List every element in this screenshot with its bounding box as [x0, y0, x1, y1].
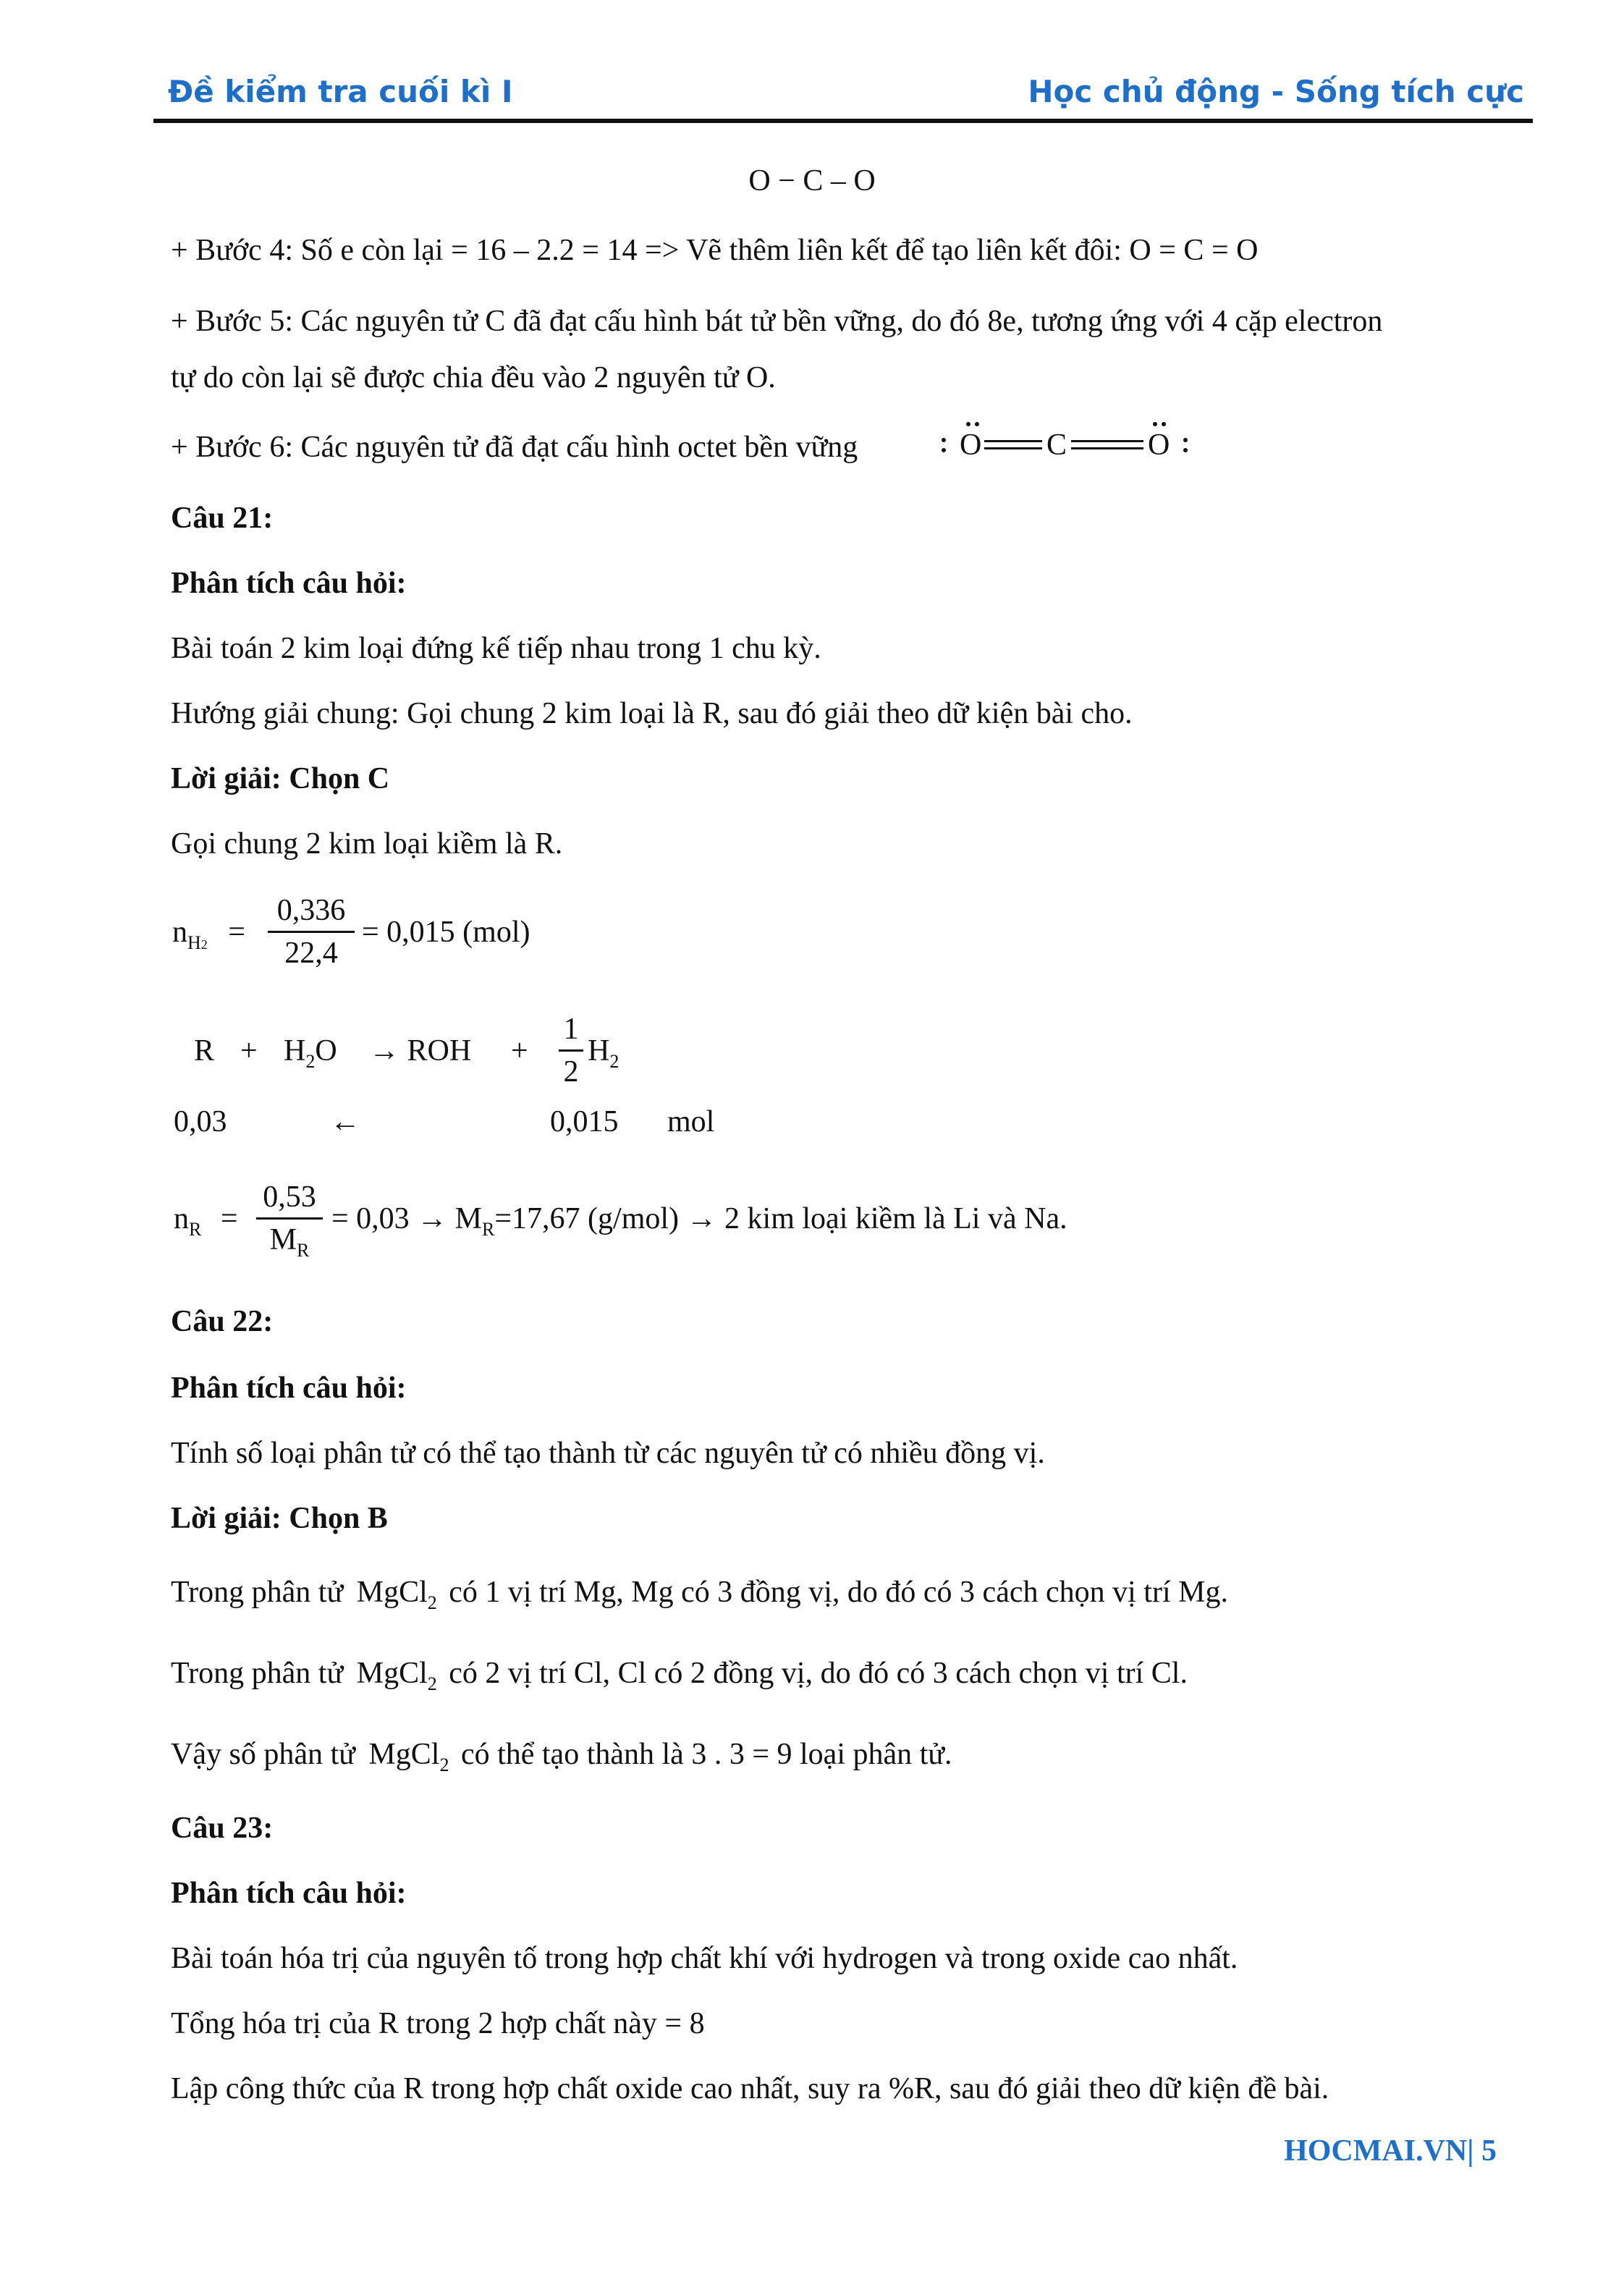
lone-pair-dot [942, 448, 946, 452]
mol-r: 0,03 [174, 1105, 227, 1138]
q23-title: Câu 23: [171, 1812, 274, 1845]
q22-analysis-title: Phân tích câu hỏi: [171, 1372, 407, 1405]
q23-analysis-title: Phân tích câu hỏi: [171, 1877, 407, 1910]
rxn-r: R [194, 1034, 215, 1068]
mol-h2: 0,015 [550, 1105, 619, 1138]
q22-line3: Vậy số phân tử MgCl$_2$ có thể tạo thành là 3 . 3 = 9 loại phân tử. [171, 1738, 952, 1775]
nh2-fraction [268, 893, 355, 971]
rxn-arrow-roh: → ROH [369, 1034, 472, 1068]
nr-numerator: 0,53 [263, 1180, 316, 1214]
rxn-plus1: + [240, 1034, 258, 1068]
lewis-c: C [1046, 428, 1067, 462]
page-footer [1284, 2134, 1497, 2168]
formula-oco: O − C – O [748, 164, 876, 198]
q21-analysis-1: Bài toán 2 kim loại đứng kế tiếp nhau trong 1 chu kỳ. [171, 632, 821, 665]
half-numerator: 1 [563, 1013, 579, 1046]
double-bond-line [1071, 447, 1143, 449]
q23-analysis-2: Tổng hóa trị của R trong 2 hợp chất này = 8 [171, 2007, 705, 2040]
double-bond-line [984, 440, 1042, 442]
page-number: 5 [1481, 2134, 1497, 2168]
nh2-sub2: 2 [200, 937, 208, 952]
header-divider [153, 119, 1533, 123]
lone-pair-dot [1183, 448, 1188, 452]
rxn-half-fraction [559, 1012, 583, 1089]
q22-analysis-1: Tính số loại phân tử có thể tạo thành từ các nguyên tử có nhiều đồng vị. [171, 1437, 1045, 1470]
q23-analysis-1: Bài toán hóa trị của nguyên tố trong hợp chất khí với hydrogen và trong oxide cao nhất. [171, 1942, 1238, 1975]
q22-title: Câu 22: [171, 1305, 274, 1338]
q21-answer-title: Lời giải: Chọn C [171, 762, 390, 795]
header-title: Đề kiểm tra cuối kì I [168, 74, 513, 109]
nr-sub: R [189, 1219, 202, 1240]
fraction-bar [268, 931, 355, 933]
nr-fraction [256, 1180, 323, 1262]
rxn-h2: $H_2$ [588, 1034, 619, 1072]
lone-pair-dot [942, 438, 946, 442]
nh2-sub: H [187, 932, 201, 953]
lone-pair-dot [1162, 422, 1166, 426]
footer-separator: | [1467, 2134, 1474, 2168]
fraction-bar [559, 1049, 583, 1052]
nr-lhs-group: $n_R$ = [174, 1202, 238, 1240]
double-bond-line [1071, 440, 1143, 442]
lone-pair-dot [975, 422, 979, 426]
rxn-h2o: $H_2O$ [284, 1034, 337, 1072]
nh2-lhs: n [172, 916, 187, 949]
nh2-equation: $n_{H2}$ = [172, 916, 245, 953]
nh2-numerator: 0,336 [276, 894, 346, 927]
header-slogan: Học chủ động - Sống tích cực [1028, 74, 1524, 109]
lewis-o-left: O [960, 428, 982, 462]
lone-pair-dot [1153, 422, 1157, 426]
q21-analysis-2: Hướng giải chung: Gọi chung 2 kim loại là R, sau đó giải theo dữ kiện bài cho. [171, 697, 1133, 730]
lewis-o-right: O [1148, 428, 1170, 462]
page-header [153, 67, 1528, 119]
q21-analysis-title: Phân tích câu hỏi: [171, 567, 407, 600]
nr-denominator: $M_R$ [269, 1223, 310, 1261]
nh2-denominator: 22,4 [284, 937, 338, 970]
lewis-structure-co2 [938, 418, 1193, 462]
mol-arrow: ← [330, 1105, 360, 1138]
half-denominator: 2 [563, 1055, 579, 1089]
mol-unit: mol [667, 1105, 715, 1138]
step5-text-line1: + Bước 5: Các nguyên tử C đã đạt cấu hình bát tử bền vững, do đó 8e, tương ứng với 4 cặp electron [171, 305, 1383, 338]
nh2-rhs: = 0,015 (mol) [362, 916, 530, 949]
q21-line1: Gọi chung 2 kim loại kiềm là R. [171, 827, 563, 861]
double-bond-line [984, 447, 1042, 449]
q22-answer-title: Lời giải: Chọn B [171, 1502, 388, 1535]
step6-text: + Bước 6: Các nguyên tử đã đạt cấu hình octet bền vững [171, 431, 858, 464]
nr-rhs: = $0,03 \to M_R=17,67$ (g/mol) → 2 kim loại kiềm là Li và Na. [331, 1202, 1067, 1240]
fraction-bar [256, 1217, 323, 1220]
q21-title: Câu 21: [171, 502, 274, 535]
lone-pair-dot [1183, 438, 1188, 442]
step5-text-line2: tự do còn lại sẽ được chia đều vào 2 nguyên tử O. [171, 361, 776, 394]
rxn-plus2: + [511, 1034, 528, 1068]
q22-line1: Trong phân tử MgCl$_2$ có 1 vị trí Mg, Mg có 3 đồng vị, do đó có 3 cách chọn vị trí Mg. [171, 1576, 1228, 1613]
lone-pair-dot [966, 422, 970, 426]
q23-analysis-3: Lập công thức của R trong hợp chất oxide cao nhất, suy ra %R, sau đó giải theo dữ kiện đề bài. [171, 2072, 1329, 2105]
step4-text: + Bước 4: Số e còn lại = 16 – 2.2 = 14 => Vẽ thêm liên kết để tạo liên kết đôi: O = C = O [171, 234, 1259, 267]
footer-site: HOCMAI.VN [1284, 2134, 1468, 2168]
q22-line2: Trong phân tử MgCl$_2$ có 2 vị trí Cl, Cl có 2 đồng vị, do đó có 3 cách chọn vị trí Cl. [171, 1657, 1188, 1694]
nr-lhs: n [174, 1202, 189, 1235]
